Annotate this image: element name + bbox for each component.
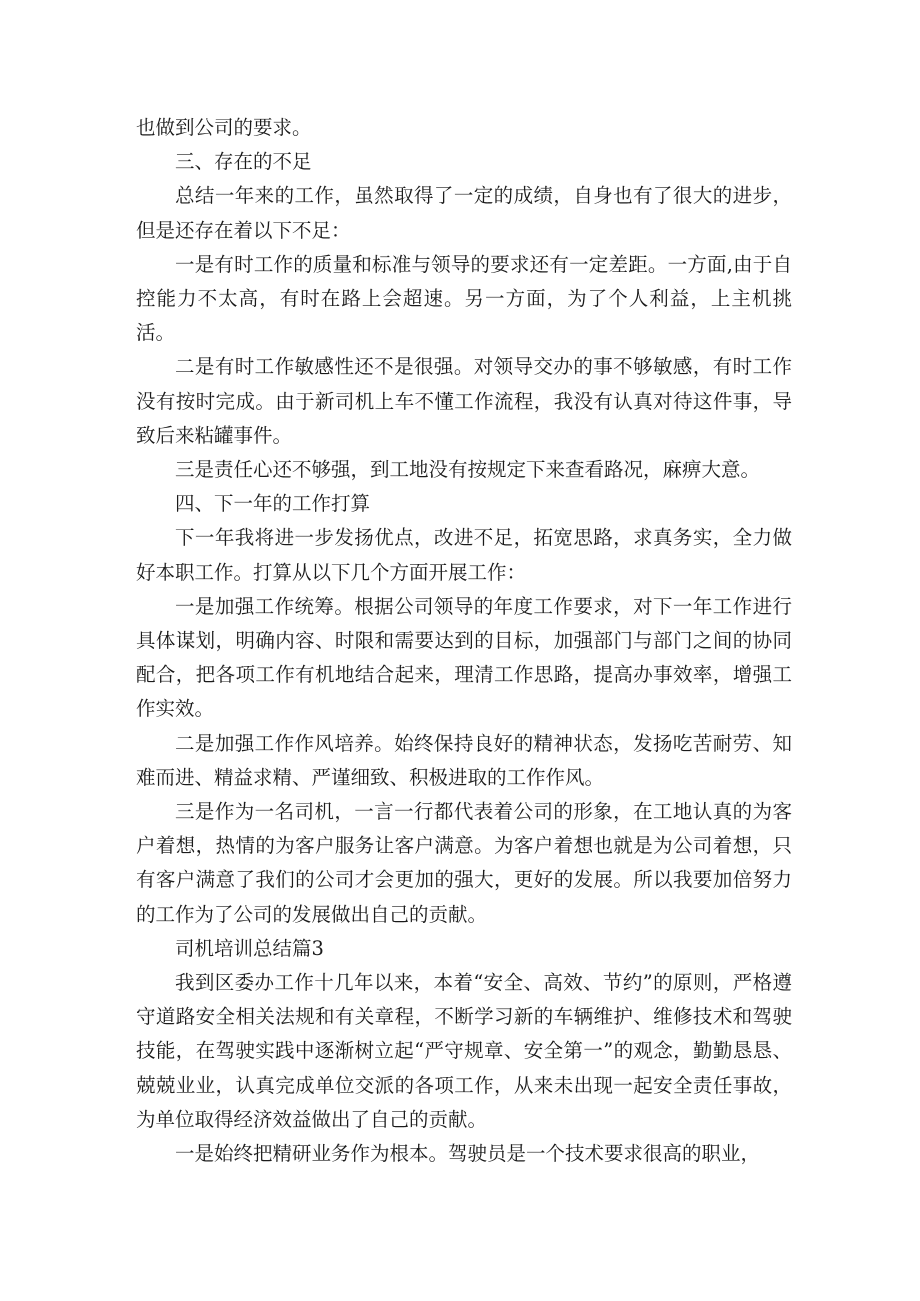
section-title-part-3: 司机培训总结篇3 [175, 936, 324, 960]
paragraph-shortcoming-2: 二是有时工作敏感性还不是很强。对领导交办的事不够敏感，有时工作没有按时完成。由于新司机上车不懂工作流程，我没有认真对待这件事，导致后来粘罐事件。 [136, 355, 792, 447]
paragraph-plan-intro: 下一年我将进一步发扬优点，改进不足，拓宽思路，求真务实，全力做好本职工作。打算从以下几个方面开展工作： [136, 526, 792, 584]
paragraph-continuation: 也做到公司的要求。 [136, 116, 312, 139]
paragraph-part3-intro: 我到区委办工作十几年以来，本着“安全、高效、节约”的原则，严格遵守道路安全相关法规和有关章程，不断学习新的车辆维护、维修技术和驾驶技能，在驾驶实践中逐渐树立起“严守规章、安全第一”的观念，勤勤恳恳、兢兢业业，认真完成单位交派的各项工作，从来未出现一起安全责任事故，为单位取得经济效益做出了自己的贡献。 [136, 971, 792, 1131]
paragraph-summary: 总结一年来的工作，虽然取得了一定的成绩，自身也有了很大的进步，但是还存在着以下不足： [136, 184, 792, 242]
section-heading-shortcomings: 三、存在的不足 [175, 150, 312, 174]
document-body [136, 111, 792, 1171]
paragraph-plan-2: 二是加强工作作风培养。始终保持良好的精神状态，发扬吃苦耐劳、知难而进、精益求精、严谨细致、积极进取的工作作风。 [136, 731, 792, 789]
section-heading-next-year-plan: 四、下一年的工作打算 [175, 492, 371, 516]
paragraph-part3-point-1: 一是始终把精研业务作为根本。驾驶员是一个技术要求很高的职业， [175, 1142, 761, 1166]
paragraph-shortcoming-3: 三是责任心还不够强，到工地没有按规定下来查看路况，麻痹大意。 [175, 458, 761, 482]
paragraph-plan-1: 一是加强工作统筹。根据公司领导的年度工作要求，对下一年工作进行具体谋划，明确内容、时限和需要达到的目标，加强部门与部门之间的协同配合，把各项工作有机地结合起来，理清工作思路，提高办事效率，增强工作实效。 [136, 594, 792, 721]
paragraph-plan-3: 三是作为一名司机，一言一行都代表着公司的形象，在工地认真的为客户着想，热情的为客户服务让客户满意。为客户着想也就是为公司着想，只有客户满意了我们的公司才会更加的强大，更好的发展。所以我要加倍努力的工作为了公司的发展做出自己的贡献。 [136, 800, 792, 926]
paragraph-shortcoming-1: 一是有时工作的质量和标准与领导的要求还有一定差距。一方面,由于自控能力不太高，有时在路上会超速。另一方面，为了个人利益，上主机挑活。 [136, 252, 792, 345]
